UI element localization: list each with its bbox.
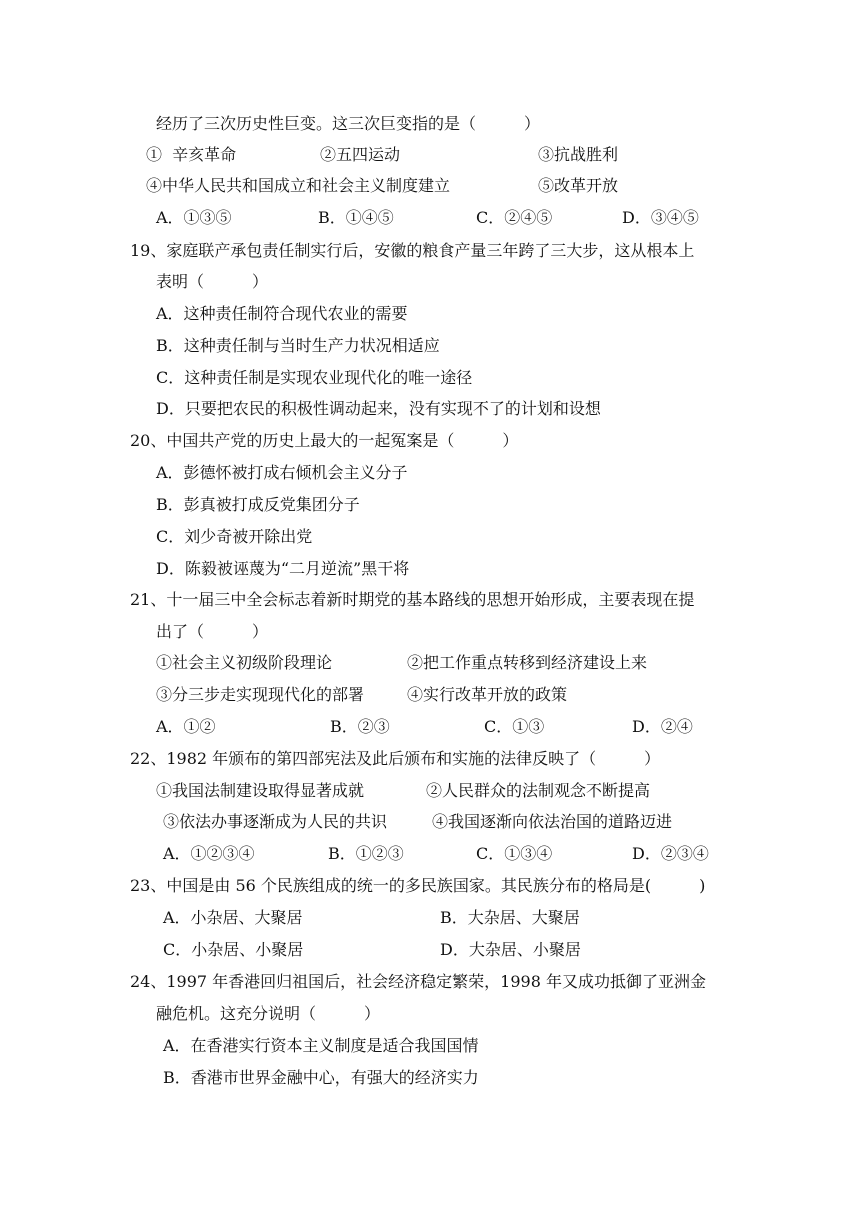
q24-stem-line2: 融危机。这充分说明（ ） [156,1004,381,1023]
q21-option-c: C．①③ [484,717,545,736]
q21-item-4: ④实行改革开放的政策 [407,685,568,704]
q22-option-a: A．①②③④ [163,844,255,863]
q18-option-a: A．①③⑤ [156,208,232,227]
q22-option-c: C．①③④ [476,844,553,863]
q18-item-3: ③抗战胜利 [538,145,619,164]
q19-option-d: D．只要把农民的积极性调动起来，没有实现不了的计划和设想 [156,399,601,418]
q22-item-1: ①我国法制建设取得显著成就 [156,781,365,800]
q18-item-1: ① 辛亥革命 [146,145,237,164]
q23-option-c: C．小杂居、小聚居 [163,940,304,959]
q24-stem-line1: 24、1997 年香港回归祖国后，社会经济稳定繁荣，1998 年又成功抵御了亚洲金 [130,972,706,991]
q18-option-c: C．②④⑤ [476,208,553,227]
q21-item-2: ②把工作重点转移到经济建设上来 [407,653,648,672]
q22-stem: 22、1982 年颁布的第四部宪法及此后颁布和实施的法律反映了（ ） [130,749,661,768]
q24-option-a: A．在香港实行资本主义制度是适合我国国情 [163,1036,479,1055]
q24-option-b: B．香港市世界金融中心，有强大的经济实力 [163,1068,479,1087]
q22-item-2: ②人民群众的法制观念不断提高 [426,781,651,800]
q21-item-1: ①社会主义初级阶段理论 [156,653,333,672]
q18-item-5: ⑤改革开放 [538,176,619,195]
q20-option-b: B．彭真被打成反党集团分子 [156,495,360,514]
q23-option-d: D．大杂居、小聚居 [440,940,581,959]
q21-item-3: ③分三步走实现现代化的部署 [156,685,365,704]
q19-stem-line2: 表明（ ） [156,272,269,291]
q21-option-a: A．①② [156,717,216,736]
q23-stem: 23、中国是由 56 个民族组成的统一的多民族国家。其民族分布的格局是( ) [130,876,706,895]
q22-option-d: D．②③④ [632,844,709,863]
q21-stem-line1: 21、十一届三中全会标志着新时期党的基本路线的思想开始形成，主要表现在提 [130,590,695,609]
q20-option-a: A．彭德怀被打成右倾机会主义分子 [156,463,408,482]
q20-option-c: C．刘少奇被开除出党 [156,527,313,546]
q18-option-b: B．①④⑤ [318,208,394,227]
q22-item-4: ④我国逐渐向依法治国的道路迈进 [432,812,673,831]
q19-option-a: A．这种责任制符合现代农业的需要 [156,304,408,323]
q22-option-b: B．①②③ [328,844,404,863]
q18-item-2: ②五四运动 [320,145,401,164]
q19-stem-line1: 19、家庭联产承包责任制实行后，安徽的粮食产量三年跨了三大步，这从根本上 [130,241,695,260]
q22-item-3: ③依法办事逐渐成为人民的共识 [163,812,388,831]
q20-stem: 20、中国共产党的历史上最大的一起冤案是（ ） [130,431,519,450]
q21-option-d: D．②④ [632,717,693,736]
q21-option-b: B．②③ [330,717,390,736]
q18-option-d: D．③④⑤ [622,208,699,227]
q19-option-b: B．这种责任制与当时生产力状况相适应 [156,336,440,355]
q20-option-d: D．陈毅被诬蔑为“二月逆流”黑干将 [156,559,410,578]
q18-continuation: 经历了三次历史性巨变。这三次巨变指的是（ ） [156,114,541,133]
q23-option-a: A．小杂居、大聚居 [163,908,303,927]
q23-option-b: B．大杂居、大聚居 [440,908,580,927]
q18-item-4: ④中华人民共和国成立和社会主义制度建立 [146,176,451,195]
q19-option-c: C．这种责任制是实现农业现代化的唯一途径 [156,368,473,387]
q21-stem-line2: 出了（ ） [156,622,269,641]
